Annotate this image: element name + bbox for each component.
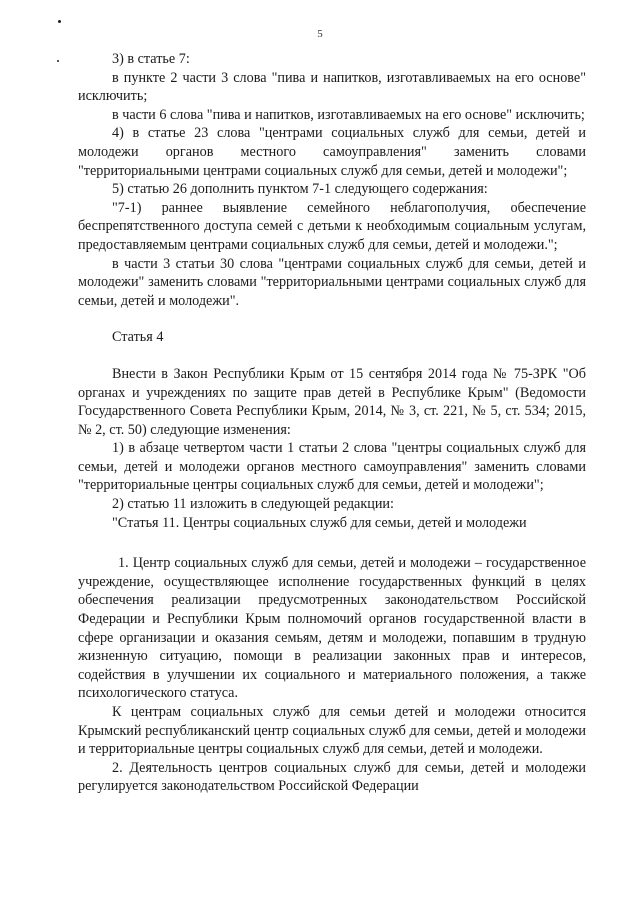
paragraph: в части 3 статьи 30 слова "центрами социальных служб для семьи, детей и молодежи" заменить словами "территориальными центрами социальных служб для семьи, детей и молодежи". [78, 255, 586, 309]
page-number: 5 [317, 28, 323, 40]
paragraph: в части 6 слова "пива и напитков, изготавливаемых на его основе" исключить; [112, 106, 585, 123]
paragraph: 1. Центр социальных служб для семьи, детей и молодежи – государственное учреждение, осуществляющее исполнение государственных функций в целях обеспечения реализации предусмотренных законодательством Российской Федерации и Республики Крым полномочий органов государственной власти в сфере организации и оказания семьям, детям и молодежи, попавшим в трудную жизненную ситуацию, помощи в реализации законных прав и интересов, содействия в улучшении их социального и материального положения, а также психологического статуса. [78, 555, 586, 702]
paragraph: 2) статью 11 изложить в следующей редакции: [112, 496, 394, 513]
paragraph: Внести в Закон Республики Крым от 15 сентября 2014 года № 75-ЗРК "Об органах и учреждениях по защите прав детей в Республике Крым" (Ведомости Государственного Совета Республики Крым, 2014, № 3, ст. 221, № 5, ст. 534; 2015, № 2, ст. 50) следующие изменения: [78, 365, 586, 438]
document-body [78, 50, 586, 796]
paragraph: 1) в абзаце четвертом части 1 статьи 2 слова "центры социальных служб для семьи, детей и молодежи органов местного самоуправления" заменить словами "территориальные центры социальных служб для семьи, детей и молодежи"; [78, 440, 586, 494]
paragraph: в пункте 2 части 3 слова "пива и напитков, изготавливаемых на его основе" исключить; [78, 69, 586, 105]
paragraph: "7-1) раннее выявление семейного неблагополучия, обеспечение беспрепятственного доступа семей с детьми к необходимым социальным услугам, предоставляемым центрами социальных служб для семьи, детей и молодежи."; [78, 199, 586, 253]
paragraph: 4) в статье 23 слова "центрами социальных служб для семьи, детей и молодежи органов местного самоуправления" заменить словами "территориальными центрами социальных служб для семьи, детей и молодежи"; [78, 125, 586, 179]
article-heading: Статья 4 [112, 329, 164, 346]
paragraph: 5) статью 26 дополнить пунктом 7-1 следующего содержания: [112, 181, 488, 198]
paragraph: 2. Деятельность центров социальных служб для семьи, детей и молодежи регулируется законодательством Российской Федерации [78, 759, 586, 795]
scan-speck [58, 20, 61, 23]
paragraph: К центрам социальных служб для семьи детей и молодежи относится Крымский республиканский центр социальных служб для семьи, детей и молодежи и территориальные центры социальных служб для семьи, детей и молодежи. [78, 704, 586, 758]
paragraph: "Статья 11. Центры социальных служб для семьи, детей и молодежи [112, 514, 527, 531]
paragraph: 3) в статье 7: [112, 51, 190, 67]
scan-speck [57, 60, 59, 62]
